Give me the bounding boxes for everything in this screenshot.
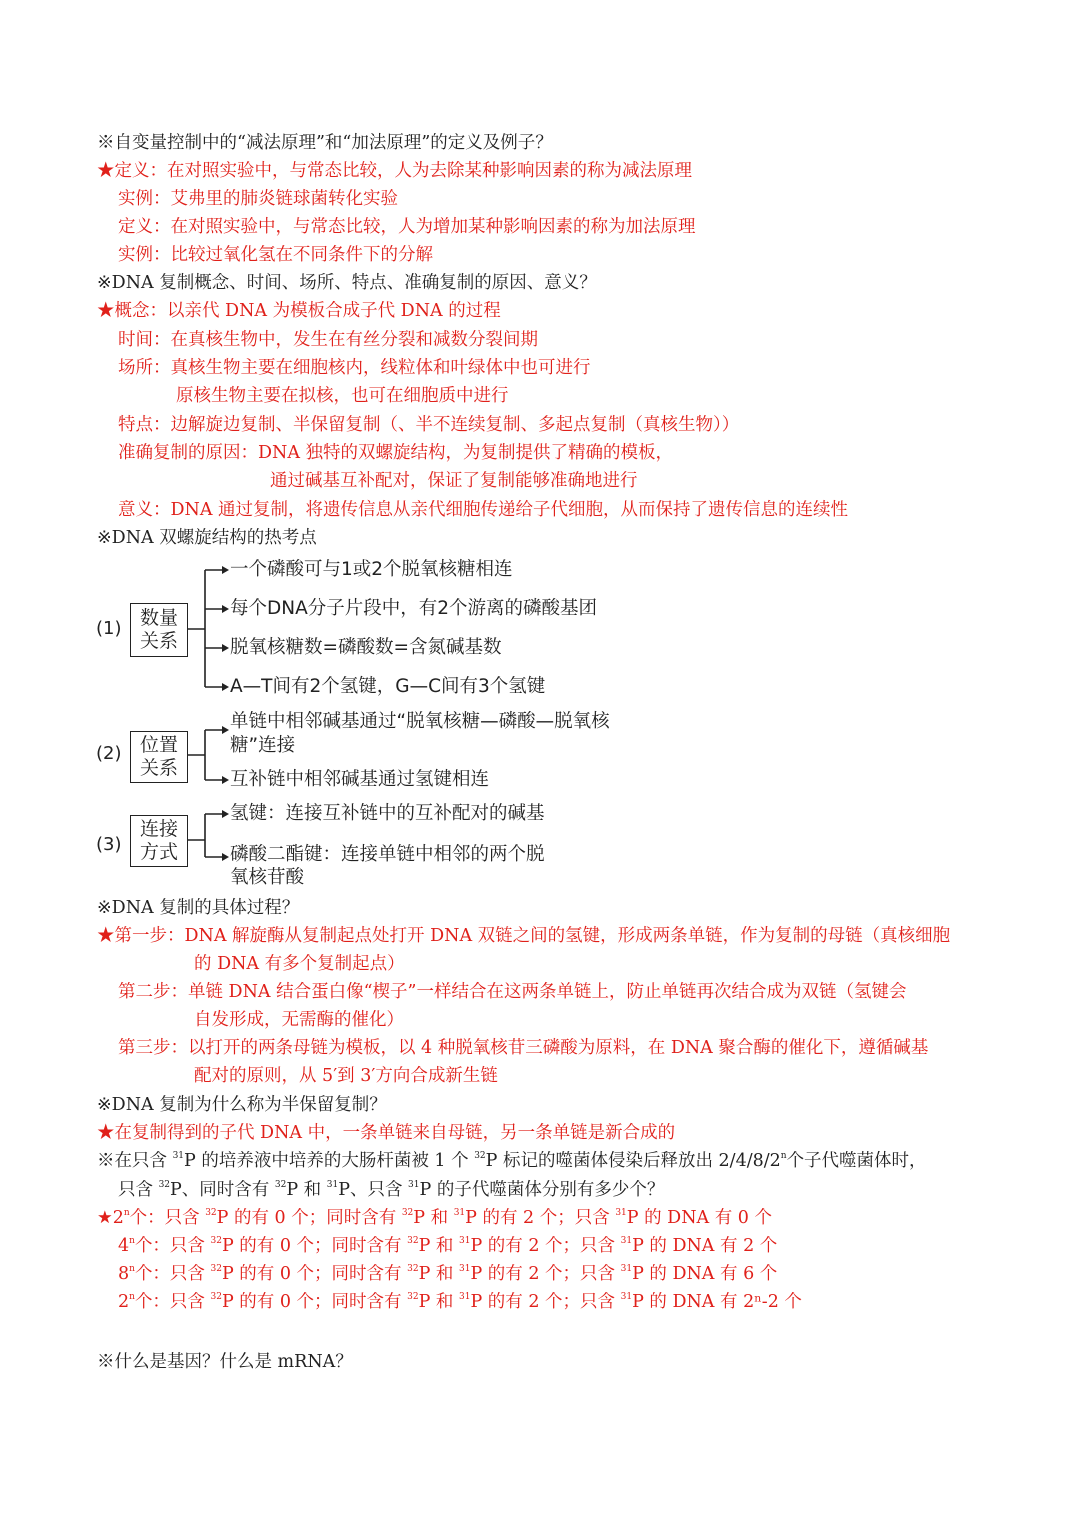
group3-branch-2-cont: 氧核苷酸	[230, 867, 305, 888]
group2-branch-1: 单链中相邻碱基通过“脱氧核糖—磷酸—脱氧核	[230, 711, 610, 732]
group3-number: (3)	[96, 834, 122, 855]
star-icon: ★	[97, 1123, 115, 1143]
group3-box: 连接 方式	[130, 815, 188, 867]
star-icon: ★	[97, 926, 115, 946]
q1-def-subtraction: ★定义：在对照实验中，与常态比较，人为去除某种影响因素的称为减法原理	[97, 161, 692, 181]
q6-question-cont: 只含 $^{32}$P、同时含有 $^{32}$P 和 $^{31}$P、只含 $^{31}$P 的子代噬菌体分别有多少个？	[118, 1180, 665, 1200]
star-icon: ★	[97, 161, 115, 181]
group1-branch-1: 一个磷酸可与1或2个脱氧核糖相连	[230, 559, 513, 580]
q2-significance: 意义：DNA 通过复制，将遗传信息从亲代细胞传递给子代细胞，从而保持了遗传信息的连续性	[118, 500, 849, 520]
group3-branch-1: 氢键：连接互补链中的互补配对的碱基	[230, 803, 545, 824]
q4-step1: ★第一步：DNA 解旋酶从复制起点处打开 DNA 双链之间的氢键，形成两条单链，作为复制的母链（真核细胞	[97, 926, 951, 946]
q4-step1-cont: 的 DNA 有多个复制起点）	[194, 954, 405, 974]
group1-box: 数量 关系	[130, 603, 188, 657]
group2-box: 位置 关系	[130, 731, 188, 783]
group1-branch-2: 每个DNA分子片段中，有2个游离的磷酸基团	[230, 598, 598, 619]
group3-branch-2: 磷酸二酯键：连接单链中相邻的两个脱	[230, 844, 545, 865]
group1-branch-4: A—T间有2个氢键，G—C间有3个氢键	[230, 676, 546, 697]
q4-step3-cont: 配对的原则，从 5′到 3′方向合成新生链	[194, 1066, 498, 1086]
q6-answer-row: 8$^n$个：只含 $^{32}$P 的有 0 个；同时含有 $^{32}$P 和 $^{31}$P 的有 2 个；只含 $^{31}$P 的 DNA 有 6 个	[118, 1264, 778, 1284]
q2-features: 特点：边解旋边复制、半保留复制（、半不连续复制、多起点复制（真核生物））	[118, 415, 740, 435]
q5-question: ※DNA 复制为什么称为半保留复制？	[97, 1095, 387, 1115]
q5-answer: ★在复制得到的子代 DNA 中，一条单链来自母链，另一条单链是新合成的	[97, 1123, 676, 1143]
q1-example-subtraction: 实例：艾弗里的肺炎链球菌转化实验	[118, 189, 398, 209]
q6-question: ※在只含 $^{31}$P 的培养液中培养的大肠杆菌被 1 个 $^{32}$P 标记的噬菌体侵染后释放出 2/4/8/2$^n$个子代噬菌体时，	[97, 1151, 927, 1171]
group2-branch-1-cont: 糖”连接	[230, 735, 296, 756]
q4-step3: 第三步：以打开的两条母链为模板，以 4 种脱氧核苷三磷酸为原料，在 DNA 聚合酶的催化下，遵循碱基	[118, 1038, 929, 1058]
q1-question: ※自变量控制中的“减法原理”和“加法原理”的定义及例子？	[97, 133, 553, 153]
group2-branch-2: 互补链中相邻碱基通过氢键相连	[230, 769, 490, 790]
q6-answer-row: ★2$^n$个：只含 $^{32}$P 的有 0 个；同时含有 $^{32}$P 和 $^{31}$P 的有 2 个；只含 $^{31}$P 的 DNA 有 0 个	[97, 1208, 772, 1228]
q1-example-addition: 实例：比较过氧化氢在不同条件下的分解	[118, 245, 433, 265]
star-icon: ★	[97, 1208, 113, 1228]
q4-step2-cont: 自发形成，无需酶的催化）	[194, 1010, 404, 1030]
q3-question: ※DNA 双螺旋结构的热考点	[97, 528, 317, 548]
group1-branch-3: 脱氧核糖数=磷酸数=含氮碱基数	[230, 637, 502, 658]
q2-time: 时间：在真核生物中，发生在有丝分裂和减数分裂间期	[118, 330, 538, 350]
q1-def-addition: 定义：在对照实验中，与常态比较，人为增加某种影响因素的称为加法原理	[118, 217, 696, 237]
group2-number: (2)	[96, 743, 122, 764]
q2-location-prokaryote: 原核生物主要在拟核，也可在细胞质中进行	[176, 386, 509, 406]
q2-concept: ★概念：以亲代 DNA 为模板合成子代 DNA 的过程	[97, 301, 501, 321]
q6-answer-row: 2$^n$个：只含 $^{32}$P 的有 0 个；同时含有 $^{32}$P 和 $^{31}$P 的有 2 个；只含 $^{31}$P 的 DNA 有 2ⁿ-2 个	[118, 1292, 802, 1312]
q4-question: ※DNA 复制的具体过程？	[97, 898, 300, 918]
q7-question: ※什么是基因？什么是 mRNA？	[97, 1352, 353, 1372]
group1-number: (1)	[96, 618, 122, 639]
q2-question: ※DNA 复制概念、时间、场所、特点、准确复制的原因、意义？	[97, 273, 597, 293]
q2-accuracy-reason-2: 通过碱基互补配对，保证了复制能够准确地进行	[270, 471, 638, 491]
q6-answer-row: 4$^n$个：只含 $^{32}$P 的有 0 个；同时含有 $^{32}$P 和 $^{31}$P 的有 2 个；只含 $^{31}$P 的 DNA 有 2 个	[118, 1236, 778, 1256]
q4-step2: 第二步：单链 DNA 结合蛋白像“楔子”一样结合在这两条单链上，防止单链再次结合成为双链（氢键会	[118, 982, 907, 1002]
star-icon: ★	[97, 301, 115, 321]
q2-accuracy-reason: 准确复制的原因：DNA 独特的双螺旋结构，为复制提供了精确的模板，	[118, 443, 674, 463]
q2-location: 场所：真核生物主要在细胞核内，线粒体和叶绿体中也可进行	[118, 358, 591, 378]
